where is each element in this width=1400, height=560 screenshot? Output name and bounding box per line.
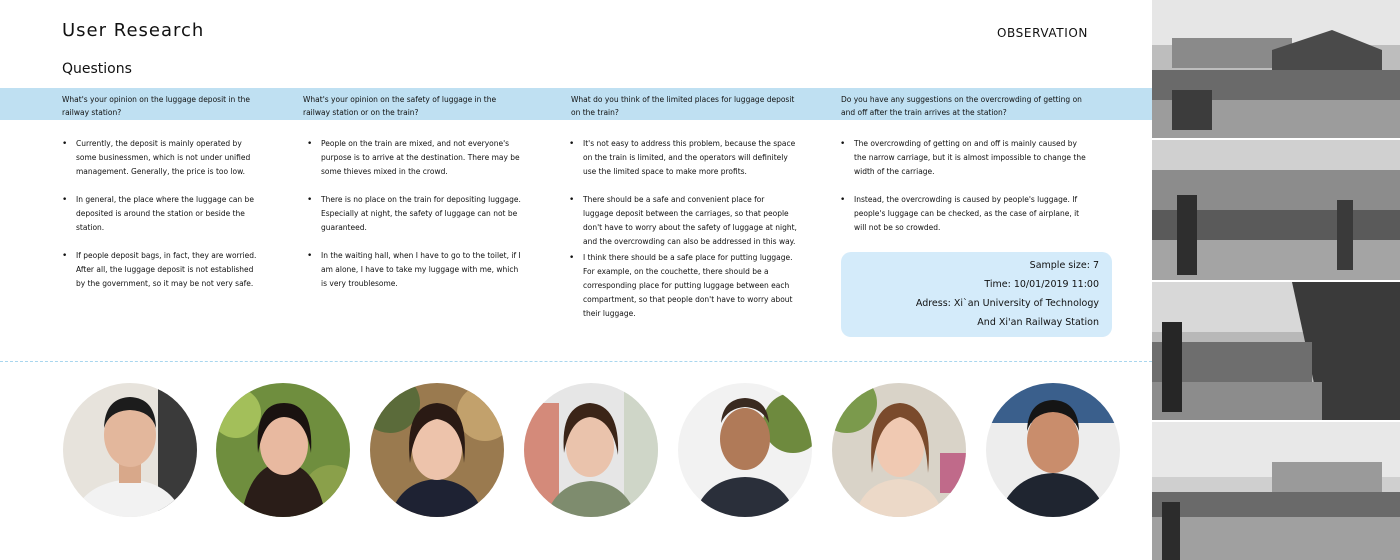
section-subtitle: Questions (62, 61, 132, 77)
answer-item: • Currently, the deposit is mainly operated by some businessmen, which is not under unified management. Generally, the price is too low. (62, 137, 262, 179)
answer-item: • If people deposit bags, in fact, they are worried. After all, the luggage deposit is not established by the government, so it may be not very safe. (62, 249, 262, 291)
answer-item: • In the waiting hall, when I have to go to the toilet, if I am alone, I have to take my luggage with me, which is very troublesome. (307, 249, 522, 291)
answer-item: • The overcrowding of getting on and off is mainly caused by the narrow carriage, but it is almost impossible to change the width of the carriage. (840, 137, 1090, 179)
station-photo-1 (1152, 0, 1400, 138)
question-3: What do you think of the limited places for luggage deposit on the train? (571, 95, 795, 117)
observation-tag: OBSERVATION (997, 26, 1088, 40)
interviewee-portrait-3 (370, 383, 504, 517)
interview-time: Time: 10/01/2019 11:00 (984, 279, 1099, 290)
answer-item: • Instead, the overcrowding is caused by people's luggage. If people's luggage can be checked, as the case of airplane, it will not be so crowded. (840, 193, 1090, 235)
question-bar (0, 88, 1152, 120)
station-photo-2 (1152, 140, 1400, 280)
answer-item: • It's not easy to address this problem, because the space on the train is limited, and the operators will definitely use the limited space to make more profits. (569, 137, 797, 179)
station-photo-strip (1152, 0, 1400, 560)
page-title: User Research (62, 20, 205, 41)
answer-item: • I think there should be a safe place for putting luggage. For example, on the couchette, there should be a corresponding place for putting luggage between each compartment, so that people don't have to worry about their luggage. (569, 251, 797, 321)
sample-size: Sample size: 7 (1029, 260, 1099, 271)
dashed-divider (0, 361, 1152, 362)
answers-column-2 (307, 137, 522, 305)
answer-item: • There is no place on the train for depositing luggage. Especially at night, the safety of luggage can not be guaranteed. (307, 193, 522, 235)
question-1: What's your opinion on the luggage deposit in the railway station? (62, 95, 251, 117)
interviewee-portrait-6 (832, 383, 966, 517)
station-photo-4 (1152, 422, 1400, 560)
interviewee-portrait-1 (63, 383, 197, 517)
interviewee-portrait-2 (216, 383, 350, 517)
interviewee-portrait-7 (986, 383, 1120, 517)
question-4: Do you have any suggestions on the overcrowding of getting on and off after the train arrives at the station? (841, 95, 1082, 117)
sample-info-box (841, 252, 1112, 337)
answers-column-3 (569, 137, 797, 335)
station-photo-3 (1152, 282, 1400, 420)
address-line-1: Adress: Xi`an University of Technology (915, 298, 1099, 309)
interviewee-portrait-4 (524, 383, 658, 517)
answers-column-4 (840, 137, 1090, 249)
answers-column-1 (62, 137, 262, 305)
answer-item: • There should be a safe and convenient place for luggage deposit between the carriages, so that people don't have to worry about the safety of luggage at night, and the overcrowding can also be addressed in this way. (569, 193, 797, 249)
answer-item: • People on the train are mixed, and not everyone's purpose is to arrive at the destination. There may be some thieves mixed in the crowd. (307, 137, 522, 179)
address-line-2: And Xi'an Railway Station (977, 317, 1099, 328)
interviewee-portrait-5 (678, 383, 812, 517)
question-2: What's your opinion on the safety of luggage in the railway station or on the train? (303, 95, 497, 117)
answer-item: • In general, the place where the luggage can be deposited is around the station or beside the station. (62, 193, 262, 235)
